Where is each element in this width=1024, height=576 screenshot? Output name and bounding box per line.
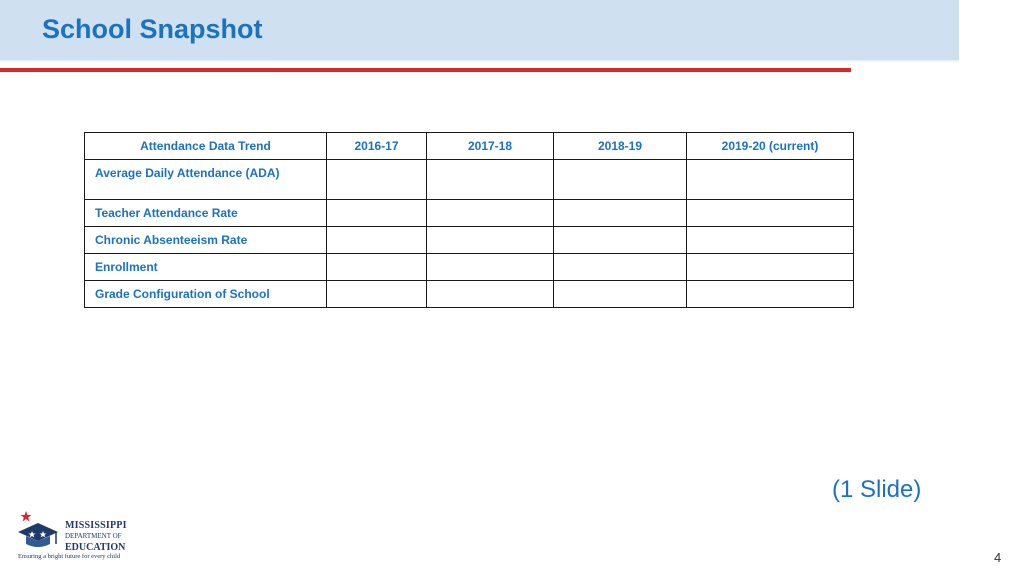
table-cell[interactable] — [554, 254, 687, 281]
row-label: Chronic Absenteeism Rate — [85, 227, 327, 254]
row-label: Enrollment — [85, 254, 327, 281]
column-header: Attendance Data Trend — [85, 133, 327, 160]
column-header: 2019-20 (current) — [687, 133, 854, 160]
table-cell[interactable] — [687, 227, 854, 254]
table-cell[interactable] — [427, 254, 554, 281]
logo-line-1: MISSISSIPPI — [65, 520, 127, 531]
table-cell[interactable] — [427, 227, 554, 254]
table-cell[interactable] — [687, 200, 854, 227]
column-header: 2016-17 — [327, 133, 427, 160]
table-cell[interactable] — [327, 160, 427, 200]
table-row — [85, 160, 854, 200]
table-row — [85, 200, 854, 227]
row-label: Grade Configuration of School — [85, 281, 327, 308]
table-cell[interactable] — [687, 160, 854, 200]
column-header: 2018-19 — [554, 133, 687, 160]
logo-line-2: DEPARTMENT OF — [65, 532, 122, 540]
row-label: Average Daily Attendance (ADA) — [85, 160, 327, 200]
table-cell[interactable] — [327, 227, 427, 254]
logo-wordmark — [65, 520, 127, 553]
table-cell[interactable] — [554, 281, 687, 308]
header-shadow — [0, 60, 959, 63]
table-cell[interactable] — [687, 281, 854, 308]
page-number: 4 — [994, 550, 1002, 565]
table-cell[interactable] — [427, 281, 554, 308]
graduation-cap-star-icon — [14, 510, 64, 554]
logo-line-3: EDUCATION — [65, 542, 126, 553]
table-row — [85, 227, 854, 254]
mde-logo — [14, 510, 134, 565]
column-header: 2017-18 — [427, 133, 554, 160]
row-label: Teacher Attendance Rate — [85, 200, 327, 227]
table-row — [85, 281, 854, 308]
table-header-row — [85, 133, 854, 160]
attendance-trend-table — [84, 132, 854, 308]
table-cell[interactable] — [327, 200, 427, 227]
table-cell[interactable] — [687, 254, 854, 281]
table-cell[interactable] — [554, 160, 687, 200]
page-title: School Snapshot — [42, 14, 263, 44]
logo-tagline: Ensuring a bright future for every child — [18, 553, 121, 560]
slide-count-note: (1 Slide) — [832, 476, 922, 503]
red-divider — [0, 68, 851, 72]
table-cell[interactable] — [327, 254, 427, 281]
table-cell[interactable] — [554, 227, 687, 254]
table-cell[interactable] — [554, 200, 687, 227]
table-cell[interactable] — [327, 281, 427, 308]
table-cell[interactable] — [427, 160, 554, 200]
table-row — [85, 254, 854, 281]
table-cell[interactable] — [427, 200, 554, 227]
